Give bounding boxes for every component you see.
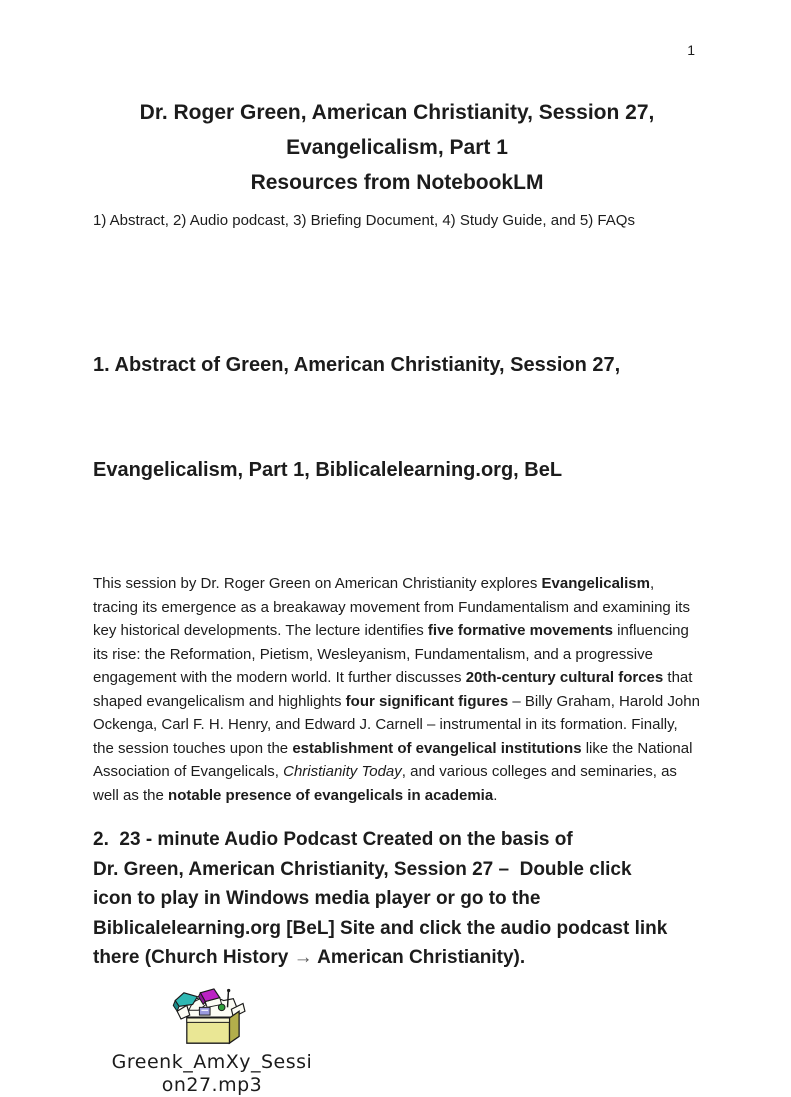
section1-heading-line-1: 1. Abstract of Green, American Christianity, Session 27,	[93, 354, 621, 376]
filename-line-2: on27.mp3	[161, 1073, 263, 1096]
attachment-filename	[93, 1051, 331, 1097]
filename-line-1: Greenk_AmXy_Sessi	[111, 1050, 313, 1073]
section1-heading	[93, 278, 701, 558]
section1-heading-line-2: Evangelicalism, Part 1, Biblicalelearning.org, BeL	[93, 459, 563, 481]
document-title	[93, 95, 701, 200]
page-number: 1	[687, 42, 695, 58]
title-line-2: Evangelicalism, Part 1	[286, 136, 508, 159]
resource-list-line: 1) Abstract, 2) Audio podcast, 3) Briefing Document, 4) Study Guide, and 5) FAQs	[93, 212, 635, 229]
abstract-paragraph: This session by Dr. Roger Green on American Christianity explores Evangelicalism, tracing its emergence as a breakaway movement from Fundamentalism and examining its key historical developments. The lecture identifies five formative movements influencing its rise: the Reformation, Pietism, Wesleyanism, Fundamentalism, and a progressive engagement with the modern world. It further discusses 20th-century cultural forces that shaped evangelicalism and highlights four significant figures – Billy Graham, Harold John Ockenga, Carl F. H. Henry, and Edward J. Carnell – instrumental in its formation. Finally, the session touches upon the establishment of evangelical institutions like the National Association of Evangelicals, Christianity Today, and various colleges and seminaries, as well as the notable presence of evangelicals in academia.	[93, 575, 705, 804]
title-line-1: Dr. Roger Green, American Christianity, Session 27,	[139, 101, 655, 124]
audio-attachment-object[interactable]	[93, 987, 331, 1097]
section2-heading: 2. 23 - minute Audio Podcast Created on the basis of Dr. Green, American Christianity, Session 27 – Double click icon to play in Windows media player or go to the Biblicalelearning.org [BeL] Site and click the audio podcast link there (Church History → American Christianity).	[93, 829, 668, 968]
title-line-3: Resources from NotebookLM	[250, 171, 544, 194]
package-icon[interactable]	[172, 987, 252, 1049]
